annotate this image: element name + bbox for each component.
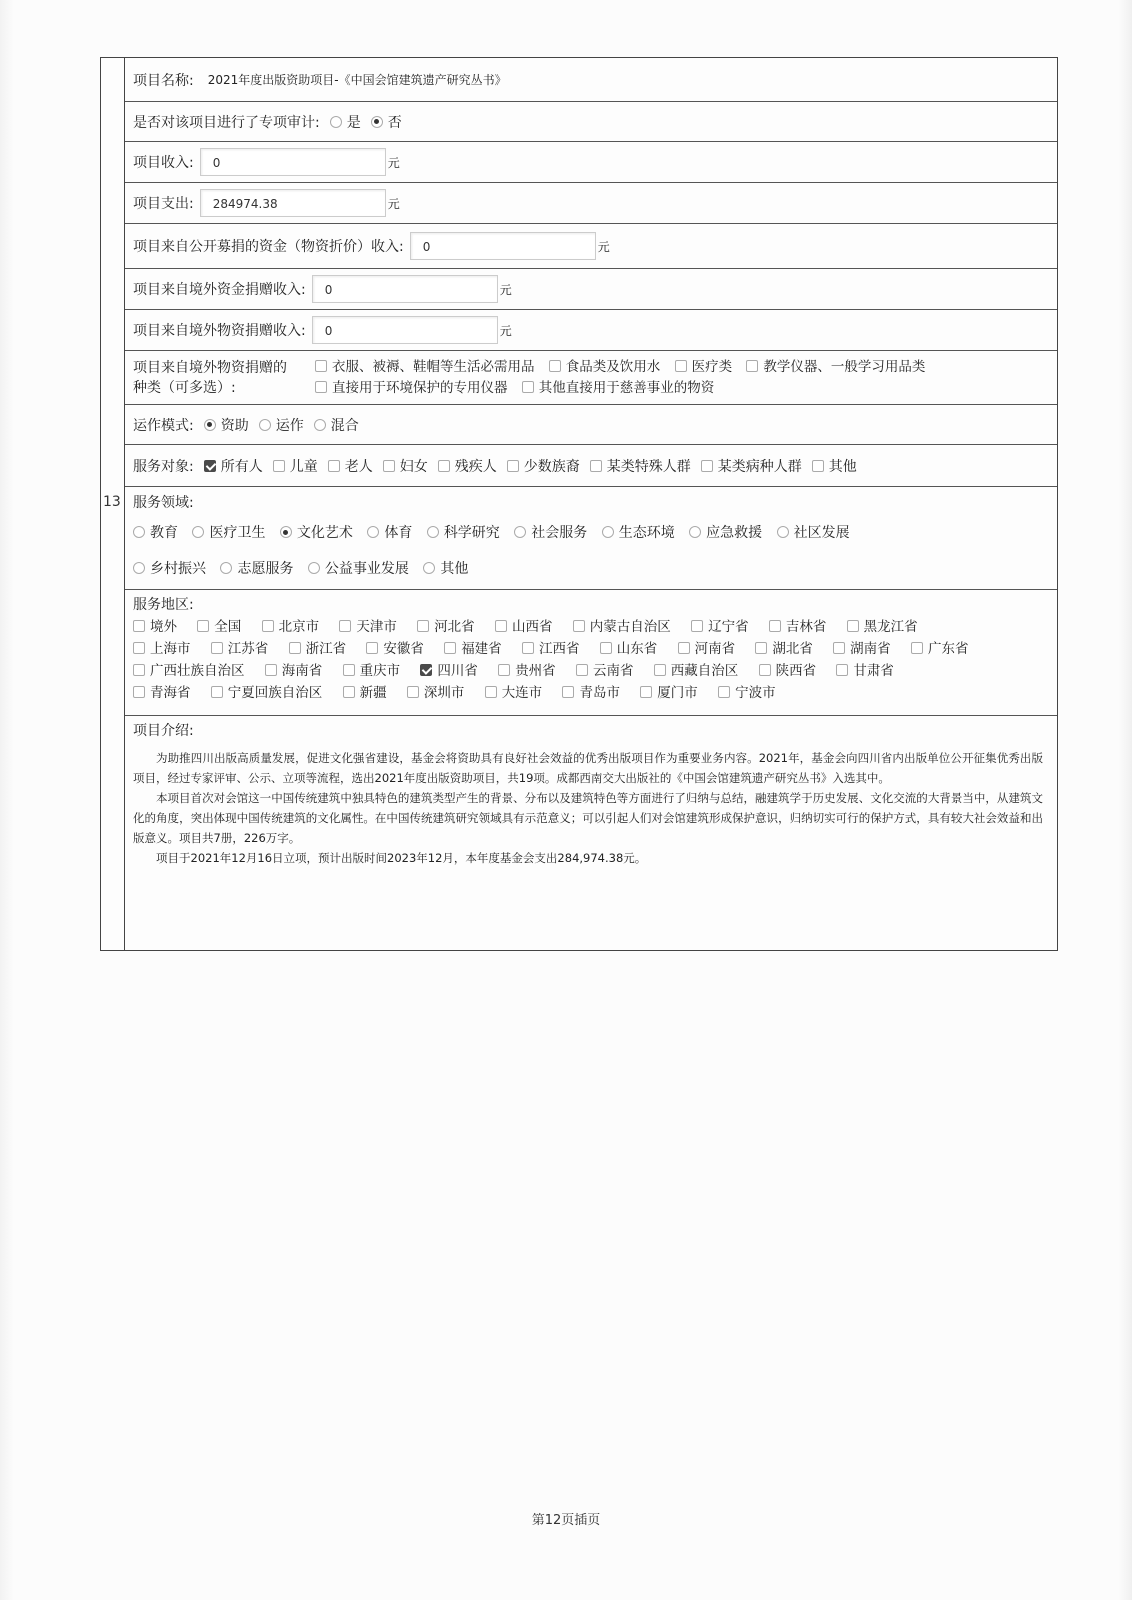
checkbox-icon[interactable] <box>289 642 301 654</box>
fields-row <box>125 487 1057 590</box>
field-option[interactable]: 生态环境 <box>592 522 675 544</box>
checkbox-icon[interactable] <box>701 460 713 472</box>
page-footer: 第12页插页 <box>531 1513 601 1528</box>
radio-icon[interactable] <box>314 419 326 431</box>
mode-option-operate[interactable]: 运作 <box>249 415 304 435</box>
checkbox-icon[interactable] <box>315 381 327 393</box>
region-option[interactable]: 江西省 <box>512 638 580 660</box>
region-option[interactable]: 河南省 <box>668 638 736 660</box>
checkbox-icon[interactable] <box>911 642 923 654</box>
expense-unit: 元 <box>387 196 400 211</box>
income-input[interactable]: 0 <box>200 148 386 176</box>
field-option[interactable]: 教育 <box>123 522 178 544</box>
checkbox-icon[interactable] <box>383 460 395 472</box>
region-option[interactable]: 辽宁省 <box>681 616 749 638</box>
checkbox-icon[interactable] <box>833 642 845 654</box>
intro-row <box>125 716 1057 946</box>
region-option[interactable]: 福建省 <box>434 638 502 660</box>
target-option[interactable]: 某类病种人群 <box>691 456 802 476</box>
checkbox-icon[interactable] <box>417 620 429 632</box>
checkbox-icon[interactable] <box>133 620 145 632</box>
checkbox-icon[interactable] <box>328 460 340 472</box>
checkbox-icon[interactable] <box>444 642 456 654</box>
region-option-sichuan[interactable]: 四川省 <box>410 660 478 682</box>
public-funds-row <box>125 224 1057 269</box>
radio-icon[interactable] <box>259 419 271 431</box>
goods-type-option[interactable]: 食品类及饮用水 <box>539 357 661 378</box>
checkbox-icon[interactable] <box>573 620 585 632</box>
radio-icon[interactable] <box>514 526 526 538</box>
overseas-cash-label: 项目来自境外资金捐赠收入: <box>133 282 306 298</box>
project-name-label: 项目名称: <box>133 72 194 89</box>
overseas-goods-label: 项目来自境外物资捐赠收入: <box>133 323 306 339</box>
checkbox-icon[interactable] <box>343 664 355 676</box>
checkbox-icon[interactable] <box>759 664 771 676</box>
region-option[interactable]: 山西省 <box>485 616 553 638</box>
field-option[interactable]: 社区发展 <box>767 522 850 544</box>
regions-line-2 <box>123 638 1049 660</box>
checkbox-icon[interactable] <box>343 686 355 698</box>
intro-paragraph: 项目于2021年12月16日立项，预计出版时间2023年12月，本年度基金会支出284,974.38元。 <box>156 851 647 865</box>
region-option[interactable]: 厦门市 <box>630 682 698 704</box>
field-option[interactable]: 社会服务 <box>504 522 587 544</box>
checkbox-icon[interactable] <box>197 620 209 632</box>
checkbox-icon[interactable] <box>549 360 561 372</box>
radio-icon[interactable] <box>133 526 145 538</box>
goods-types-row <box>125 351 1057 405</box>
goods-type-option[interactable]: 直接用于环境保护的专用仪器 <box>305 378 508 399</box>
overseas-cash-input[interactable]: 0 <box>312 275 498 303</box>
field-option[interactable]: 应急救援 <box>679 522 762 544</box>
radio-selected-icon[interactable] <box>204 419 216 431</box>
radio-icon[interactable] <box>330 116 342 128</box>
checkbox-icon[interactable] <box>590 460 602 472</box>
income-row <box>125 142 1057 183</box>
region-option[interactable]: 重庆市 <box>333 660 401 682</box>
region-option[interactable]: 上海市 <box>123 638 191 660</box>
field-option[interactable]: 体育 <box>357 522 412 544</box>
index-column <box>101 58 125 950</box>
checkbox-icon[interactable] <box>576 664 588 676</box>
checkbox-icon[interactable] <box>562 686 574 698</box>
target-option[interactable]: 儿童 <box>263 456 318 476</box>
checkbox-icon[interactable] <box>691 620 703 632</box>
checkbox-icon[interactable] <box>498 664 510 676</box>
regions-line-3 <box>123 660 1049 682</box>
checkbox-icon[interactable] <box>407 686 419 698</box>
field-option[interactable]: 其他 <box>413 558 468 580</box>
checkbox-icon[interactable] <box>812 460 824 472</box>
region-option[interactable]: 黑龙江省 <box>837 616 918 638</box>
goods-types-label: 项目来自境外物资捐赠的 种类（可多选）: <box>133 359 287 396</box>
region-option[interactable]: 甘肃省 <box>826 660 894 682</box>
target-option[interactable]: 所有人 <box>194 456 263 476</box>
region-option[interactable]: 广西壮族自治区 <box>123 660 245 682</box>
checkbox-icon[interactable] <box>133 686 145 698</box>
overseas-cash-unit: 元 <box>499 282 512 297</box>
field-option[interactable]: 文化艺术 <box>270 522 353 544</box>
mode-row <box>125 405 1057 445</box>
region-option[interactable]: 贵州省 <box>488 660 556 682</box>
overseas-goods-input[interactable]: 0 <box>312 316 498 344</box>
mode-option-mixed[interactable]: 混合 <box>304 415 359 435</box>
region-option[interactable]: 广东省 <box>901 638 969 660</box>
regions-line-1 <box>123 616 1049 638</box>
regions-row <box>125 590 1057 716</box>
project-form <box>100 57 1058 951</box>
target-option[interactable]: 某类特殊人群 <box>580 456 691 476</box>
region-option[interactable]: 北京市 <box>252 616 320 638</box>
intro-paragraph: 为助推四川出版高质量发展，促进文化强省建设，基金会将资助具有良好社会效益的优秀出版项目作为重要业务内容。2021年，基金会向四川省内出版单位公开征集优秀出版项目，经过专家评审、公示、立项等流程，选出2021年度出版资助项目，共19项。成都西南交大出版社的《中国会馆建筑遗产研究丛书》入选其中。 <box>133 751 1043 785</box>
region-option[interactable]: 湖北省 <box>745 638 813 660</box>
checkbox-icon[interactable] <box>654 664 666 676</box>
intro-label: 项目介绍: <box>133 723 194 739</box>
target-option[interactable]: 老人 <box>318 456 373 476</box>
radio-icon[interactable] <box>308 562 320 574</box>
income-label: 项目收入: <box>133 155 194 171</box>
targets-row <box>125 445 1057 487</box>
expense-input[interactable]: 284974.38 <box>200 189 386 217</box>
project-name-row <box>125 58 1057 102</box>
region-option[interactable]: 青岛市 <box>552 682 620 704</box>
regions-line-4 <box>123 682 1049 704</box>
checkbox-icon[interactable] <box>522 381 534 393</box>
checkbox-icon[interactable] <box>678 642 690 654</box>
region-option[interactable]: 新疆 <box>333 682 387 704</box>
radio-icon[interactable] <box>220 562 232 574</box>
checkbox-icon[interactable] <box>847 620 859 632</box>
public-funds-unit: 元 <box>597 239 610 254</box>
checkbox-icon[interactable] <box>836 664 848 676</box>
mode-option-fund[interactable]: 资助 <box>194 415 249 435</box>
checkbox-icon[interactable] <box>746 360 758 372</box>
checkbox-icon[interactable] <box>265 664 277 676</box>
fields-label: 服务领域: <box>133 495 194 511</box>
checkbox-icon[interactable] <box>133 642 145 654</box>
region-option[interactable]: 深圳市 <box>397 682 465 704</box>
checkbox-icon[interactable] <box>438 460 450 472</box>
checkbox-icon[interactable] <box>366 642 378 654</box>
region-option[interactable]: 湖南省 <box>823 638 891 660</box>
radio-icon[interactable] <box>367 526 379 538</box>
audit-row <box>125 102 1057 142</box>
intro-text <box>133 748 1049 868</box>
checkbox-icon[interactable] <box>273 460 285 472</box>
region-option[interactable]: 安徽省 <box>356 638 424 660</box>
checkbox-checked-icon[interactable] <box>420 664 432 676</box>
regions-label: 服务地区: <box>133 597 194 613</box>
audit-option-yes[interactable]: 是 <box>320 112 361 132</box>
fields-options-line-2 <box>123 558 1049 580</box>
region-option[interactable]: 云南省 <box>566 660 634 682</box>
radio-icon[interactable] <box>777 526 789 538</box>
region-option[interactable]: 海南省 <box>255 660 323 682</box>
region-option[interactable]: 西藏自治区 <box>644 660 739 682</box>
radio-icon[interactable] <box>423 562 435 574</box>
region-option[interactable]: 浙江省 <box>279 638 347 660</box>
income-unit: 元 <box>387 155 400 170</box>
overseas-goods-row <box>125 310 1057 351</box>
checkbox-icon[interactable] <box>211 686 223 698</box>
region-option[interactable]: 宁波市 <box>708 682 776 704</box>
radio-icon[interactable] <box>192 526 204 538</box>
checkbox-icon[interactable] <box>640 686 652 698</box>
target-option[interactable]: 残疾人 <box>428 456 497 476</box>
overseas-cash-row <box>125 269 1057 310</box>
intro-paragraph: 本项目首次对会馆这一中国传统建筑中独具特色的建筑类型产生的背景、分布以及建筑特色等方面进行了归纳与总结，融建筑学于历史发展、文化交流的大背景当中，从建筑文化的角度，突出体现中国传统建筑的文化属性。在中国传统建筑研究领域具有示范意义；可以引起人们对会馆建筑形成保护意识，归纳切实可行的保护方式，具有较大社会效益和出版意义。项目共7册，226万字。 <box>133 791 1043 845</box>
field-option[interactable]: 志愿服务 <box>210 558 293 580</box>
checkbox-icon[interactable] <box>315 360 327 372</box>
goods-type-option[interactable]: 教学仪器、一般学习用品类 <box>736 357 925 378</box>
goods-types-options <box>305 357 925 399</box>
radio-icon[interactable] <box>133 562 145 574</box>
public-funds-label: 项目来自公开募捐的资金（物资折价）收入: <box>133 239 404 255</box>
checkbox-icon[interactable] <box>495 620 507 632</box>
checkbox-icon[interactable] <box>718 686 730 698</box>
region-option[interactable]: 大连市 <box>475 682 543 704</box>
radio-icon[interactable] <box>602 526 614 538</box>
region-option[interactable]: 江苏省 <box>201 638 269 660</box>
checkbox-icon[interactable] <box>339 620 351 632</box>
field-option[interactable]: 医疗卫生 <box>182 522 265 544</box>
field-option[interactable]: 乡村振兴 <box>123 558 206 580</box>
goods-type-option[interactable]: 医疗类 <box>665 357 733 378</box>
radio-selected-icon[interactable] <box>371 116 383 128</box>
audit-option-no[interactable]: 否 <box>361 112 402 132</box>
region-option[interactable]: 青海省 <box>123 682 191 704</box>
field-option[interactable]: 科学研究 <box>417 522 500 544</box>
checkbox-icon[interactable] <box>600 642 612 654</box>
public-funds-input[interactable]: 0 <box>410 232 596 260</box>
checkbox-icon[interactable] <box>485 686 497 698</box>
checkbox-checked-icon[interactable] <box>204 460 216 472</box>
region-option[interactable]: 陕西省 <box>749 660 817 682</box>
row-index: 13 <box>103 494 121 510</box>
targets-label: 服务对象: <box>133 458 194 475</box>
checkbox-icon[interactable] <box>675 360 687 372</box>
radio-icon[interactable] <box>689 526 701 538</box>
region-option[interactable]: 河北省 <box>407 616 475 638</box>
field-option[interactable]: 公益事业发展 <box>298 558 409 580</box>
target-option[interactable]: 妇女 <box>373 456 428 476</box>
checkbox-icon[interactable] <box>211 642 223 654</box>
radio-selected-icon[interactable] <box>280 526 292 538</box>
checkbox-icon[interactable] <box>133 664 145 676</box>
region-option[interactable]: 吉林省 <box>759 616 827 638</box>
region-option[interactable]: 全国 <box>187 616 241 638</box>
overseas-goods-unit: 元 <box>499 323 512 338</box>
region-option[interactable]: 山东省 <box>590 638 658 660</box>
region-option[interactable]: 境外 <box>123 616 177 638</box>
radio-icon[interactable] <box>427 526 439 538</box>
checkbox-icon[interactable] <box>507 460 519 472</box>
audit-label: 是否对该项目进行了专项审计: <box>133 114 320 131</box>
checkbox-icon[interactable] <box>522 642 534 654</box>
region-option[interactable]: 宁夏回族自治区 <box>201 682 323 704</box>
checkbox-icon[interactable] <box>769 620 781 632</box>
mode-label: 运作模式: <box>133 417 194 434</box>
target-option[interactable]: 其他 <box>802 456 857 476</box>
fields-options-line-1 <box>123 522 1049 544</box>
region-option[interactable]: 天津市 <box>329 616 397 638</box>
target-option[interactable]: 少数族裔 <box>497 456 580 476</box>
expense-row <box>125 183 1057 224</box>
checkbox-icon[interactable] <box>262 620 274 632</box>
expense-label: 项目支出: <box>133 196 194 212</box>
goods-type-option[interactable]: 衣服、被褥、鞋帽等生活必需用品 <box>305 357 535 378</box>
region-option[interactable]: 内蒙古自治区 <box>563 616 671 638</box>
checkbox-icon[interactable] <box>755 642 767 654</box>
goods-type-option[interactable]: 其他直接用于慈善事业的物资 <box>512 378 715 399</box>
project-name-value: 2021年度出版资助项目-《中国会馆建筑遗产研究丛书》 <box>207 73 507 87</box>
